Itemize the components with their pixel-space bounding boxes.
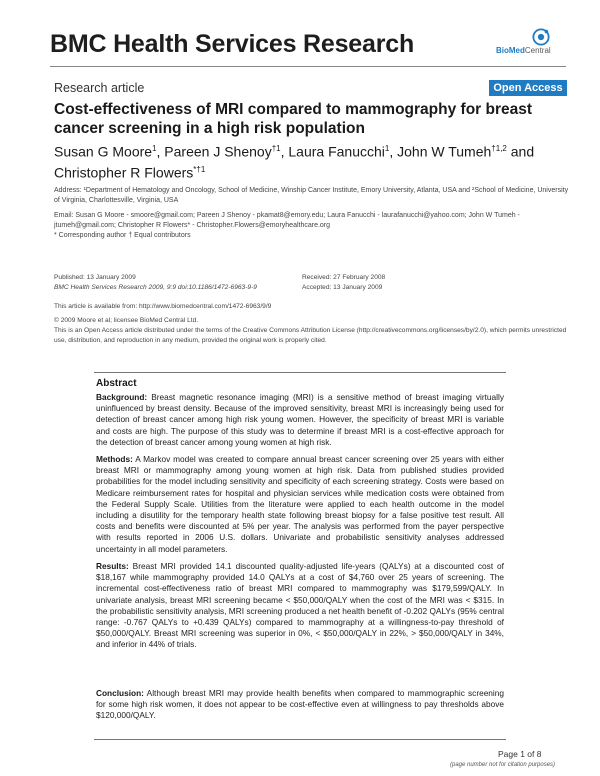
abstract-methods <box>96 454 504 555</box>
author-footnote: * Corresponding author † Equal contributors <box>54 232 191 239</box>
conclusion-label: Conclusion: <box>96 688 144 698</box>
author-affiliation: *†1 <box>193 164 206 174</box>
journal-title: BMC Health Services Research <box>50 30 415 58</box>
methods-text: A Markov model was created to compare annual breast cancer screening over 25 years with either breast MRI or mammography among young women at high risk. Data from published studies provided probabilities for the model including sensitivity and specificity of each screening strategy. Costs were based on Medicare reimbursement rates for hospital and physician services while medication costs were obtained from the Federal Supply Scale. Utilities from the literature were applied to each health outcome in the model including a disutility for the temporary health state following breast biopsy for a false positive test result. All costs and benefits were discounted at 5% per year. The analysis was performed from the payer perspective with results reported in 2006 U.S. dollars. Univariate and probabilistic sensitivity analyses addressed uncertainty in all model parameters. <box>96 454 504 554</box>
author-emails <box>54 211 570 241</box>
background-label: Background: <box>96 392 148 402</box>
author-name: John W Tumeh <box>397 143 492 160</box>
received-date: Received: 27 February 2008 <box>302 274 386 281</box>
methods-label: Methods: <box>96 454 133 464</box>
publication-info <box>54 273 294 293</box>
background-text: Breast magnetic resonance imaging (MRI) is a sensitive method of breast imaging virtually uninfluenced by breast density. Because of the improved sensitivity, breast MRI is increasingly being used for detection of breast cancer among high risk young women. However, the specificity of breast MRI is variable and costs are high. The purpose of this study was to determine if breast MRI is a cost-effective approach for the detection of breast cancer among young women at high risk. <box>96 392 504 447</box>
article-url: This article is available from: http://www.biomedcentral.com/1472-6963/9/9 <box>54 303 272 310</box>
author-name: Susan G Moore <box>54 143 153 160</box>
article-type: Research article <box>54 81 145 95</box>
accepted-date: Accepted: 13 January 2009 <box>302 284 383 291</box>
author-affiliation: 1 <box>152 144 157 153</box>
conclusion-text: Although breast MRI may provide health benefits when compared to mammographic screening for some high risk women, it does not appear to be cost-effective even at willingness to pay thresholds above $120,000/QALY. <box>96 688 504 721</box>
page-number: Page 1 of 8 <box>498 749 542 759</box>
biomed-logo-icon <box>532 28 550 46</box>
open-access-badge: Open Access <box>489 80 567 96</box>
author-name: Pareen J Shenoy <box>164 143 272 160</box>
author-list: Susan G Moore$^1$, Pareen J Shenoy$^{\dagger 1}$, Laura Fanucchi$^1$, John W Tumeh$^{\dagger 1,2}$ and Christopher R Flowers$^{*\dagger 1}$ <box>54 143 535 181</box>
citation-line: BMC Health Services Research 2009, 9:9 doi:10.1186/1472-6963-9-9 <box>54 284 257 291</box>
abstract-results <box>96 561 504 651</box>
header-divider <box>50 66 566 67</box>
author-name: Laura Fanucchi <box>288 143 385 160</box>
author-affiliation: 1 <box>384 144 390 153</box>
page-number-note: (page number not for citation purposes) <box>450 762 556 768</box>
abstract-background <box>96 392 504 448</box>
author-affiliation: †1,2 <box>491 144 507 153</box>
copyright-line: © 2009 Moore et al; licensee BioMed Central Ltd. <box>54 317 199 324</box>
author-address: Address: ¹Department of Hematology and Oncology, School of Medicine, Winship Cancer Institute, Emory University, Atlanta, USA and ²School of Medicine, University of Virginia, Charlottesville, Virginia, USA <box>54 187 569 204</box>
results-label: Results: <box>96 561 129 571</box>
results-text: Breast MRI provided 14.1 discounted quality-adjusted life-years (QALYs) at a discounted cost of $18,167 while mammography provided 14.0 QALYs at a cost of $4,760 over 25 years of screening. The incremental cost-effectiveness ratio of breast MRI compared to mammography was $179,599/QALY. In univariate analysis, breast MRI screening became < $50,000/QALY when the cost of the MRI was < $315. In the probabilistic sensitivity analysis, MRI screening produced a net health benefit of -0.202 QALYs (95% central range: -0.767 QALYs to +0.439 QALYs) compared to mammography at a willingness-to-pay threshold of $50,000/QALY. Breast MRI screening was superior in 0%, < $50,000/QALY in 22%, > $50,000/QALY in 34%, and inferior in 44% of trials. <box>96 561 504 650</box>
author-affiliation: †1 <box>271 144 281 153</box>
submission-dates <box>302 273 482 293</box>
publisher-name: BioMedCentral <box>496 46 551 55</box>
paper-title: Cost-effectiveness of MRI compared to mammography for breast cancer screening in a high risk population <box>54 101 533 137</box>
abstract-conclusion <box>96 688 504 722</box>
biomed-central-logo <box>496 28 566 56</box>
published-date: Published: 13 January 2009 <box>54 274 136 281</box>
abstract-heading: Abstract <box>96 378 137 389</box>
copyright-block <box>54 316 570 346</box>
license-text: This is an Open Access article distributed under the terms of the Creative Commons Attribution License (http://creativecommons.org/licenses/by/2.0), which permits unrestricted use, distribution, and reproduction in any medium, provided the original work is properly cited. <box>54 327 567 344</box>
email-list: Email: Susan G Moore - smoore@gmail.com; Pareen J Shenoy - pkamat8@emory.edu; Laura Fanucchi - laurafanucchi@yahoo.com; John W Tumeh - jtumeh@gmail.com; Christopher R Flowers* - Christopher.Flowers@emoryhealthcare.org <box>54 212 520 229</box>
author-name: Christopher R Flowers <box>54 164 194 181</box>
